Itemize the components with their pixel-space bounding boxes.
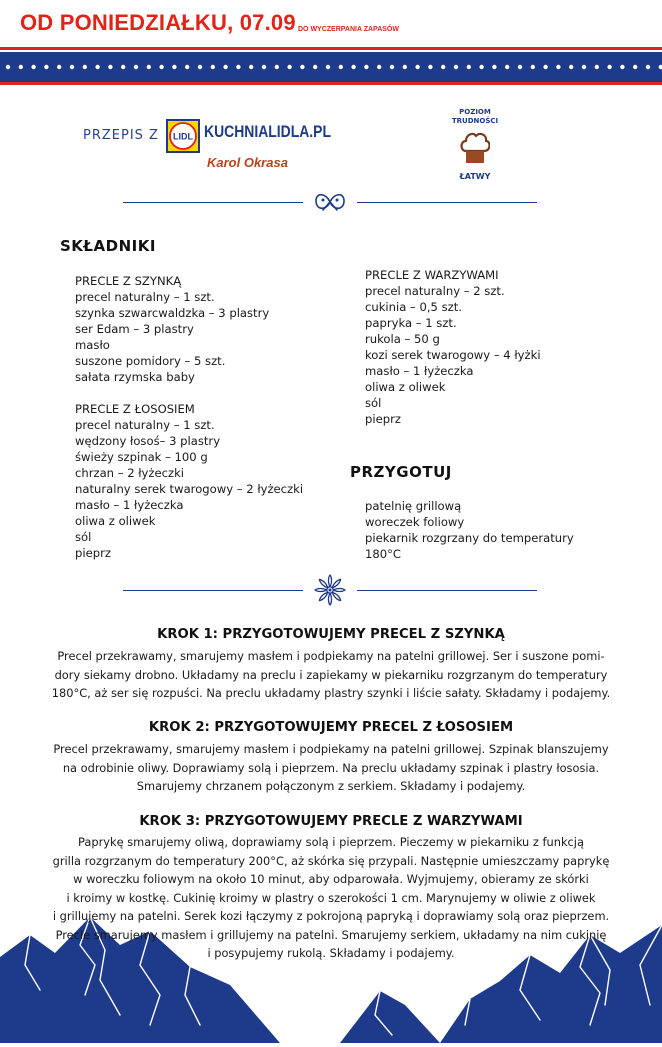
banner-dot (467, 65, 471, 69)
list-item: sól (365, 396, 382, 410)
edelweiss-petal (331, 578, 341, 588)
difficulty-value: ŁATWY (459, 172, 491, 181)
list-item: patelnię grillową (365, 499, 462, 513)
step-line: Precel przekrawamy, smarujemy masłem i podpiekamy na patelni grillowej. Ser i suszone pomi- (57, 649, 605, 663)
banner-dot (479, 65, 483, 69)
banner-dot (249, 65, 253, 69)
banner-dot (415, 65, 419, 69)
divider-line-left (123, 202, 303, 203)
list-item: szynka szwarcwaldzka – 3 plastry (75, 306, 270, 320)
banner-dot (492, 65, 496, 69)
edelweiss-petal (328, 593, 331, 605)
list-item: kozi serek twarogowy – 4 łyżki (365, 348, 541, 362)
banner-dot (390, 65, 394, 69)
list-item: masło – 1 łyżeczka (365, 364, 474, 378)
list-item: sól (75, 530, 92, 544)
list-item: chrzan – 2 łyżeczki (75, 466, 185, 480)
banner-dot (556, 65, 560, 69)
list-item: woreczek foliowy (365, 515, 465, 529)
banner-dot (262, 65, 266, 69)
banner-dot (646, 65, 650, 69)
lidl-logo (166, 119, 200, 157)
preparation-list (365, 498, 574, 562)
banner-dot (313, 65, 317, 69)
banner-dot (159, 65, 163, 69)
dotted-banner (0, 52, 662, 82)
list-item: papryka – 1 szt. (365, 316, 457, 330)
edelweiss-petal (331, 591, 341, 601)
banner-dot (31, 65, 35, 69)
difficulty-label-line2: TRUDNOŚCI (451, 117, 499, 125)
list-item: wędzony łosoś– 3 plastry (75, 434, 221, 448)
banner-dot (300, 65, 304, 69)
group-title-vegetables: PRECLE Z WARZYWAMI (365, 268, 499, 282)
banner-dot (95, 65, 99, 69)
page-title: OD PONIEDZIAŁKU, 07.09 (20, 10, 296, 35)
ingredients-left-column (75, 273, 303, 561)
banner-bottom-stripe (0, 82, 662, 85)
list-item: świeży szpinak – 100 g (75, 450, 208, 464)
step-line: Precle smarujemy masłem i grillujemy na patelni. Smarujemy serkiem, układamy na nim cukinię (55, 927, 607, 942)
step-line: i kroimy w kostkę. Cukinię kroimy w plastry o szerokości 1 cm. Marynujemy w oliwie z oliwek (66, 890, 596, 905)
banner-dot (377, 65, 381, 69)
step-line: Smarujemy chrzanem połączonym z serkiem. Składamy i podajemy. (136, 779, 526, 793)
step-1-title: KROK 1: PRZYGOTOWUJEMY PRECEL Z SZYNKĄ (157, 627, 505, 642)
banner-dot (364, 65, 368, 69)
edelweiss-petal (318, 578, 328, 588)
list-item: masło – 1 łyżeczka (75, 498, 184, 512)
dots-pattern (0, 52, 662, 82)
list-item: sałata rzymska baby (75, 370, 195, 384)
banner-dot (633, 65, 637, 69)
preparation-heading: PRZYGOTUJ (350, 463, 452, 481)
list-item: oliwa z oliwek (365, 380, 446, 394)
banner-dot (6, 65, 10, 69)
ingredients-heading: SKŁADNIKI (60, 237, 156, 255)
divider-line-right (357, 590, 537, 591)
banner-dot (121, 65, 125, 69)
banner-dot (185, 65, 189, 69)
banner-dot (287, 65, 291, 69)
banner-dot (134, 65, 138, 69)
banner-dot (275, 65, 279, 69)
step-line: i grillujemy na patelni. Serek kozi łączymy z pokrojoną papryką i doprawiamy solą oraz pieprzem. (52, 909, 610, 923)
banner-dot (147, 65, 151, 69)
banner-dot (351, 65, 355, 69)
chef-hat-icon (460, 131, 490, 171)
banner-dot (19, 65, 23, 69)
list-item: pieprz (75, 546, 111, 560)
list-item: precel naturalny – 2 szt. (365, 284, 505, 298)
list-item: masło (75, 338, 110, 352)
step-line: i posypujemy rukolą. Składamy i podajemy. (207, 946, 455, 960)
banner-dot (595, 65, 599, 69)
chef-name: Karol Okrasa (207, 155, 288, 170)
banner-dot (659, 65, 662, 69)
list-item: rukola – 50 g (365, 332, 440, 346)
availability-note: DO WYCZERPANIA ZAPASÓW (298, 26, 399, 33)
banner-dot (236, 65, 240, 69)
banner-dot (582, 65, 586, 69)
banner-dot (83, 65, 87, 69)
divider-line-left (123, 590, 303, 591)
list-item: ser Edam – 3 plastry (75, 322, 194, 336)
step-1-body (0, 647, 662, 703)
divider-line-right (357, 202, 537, 203)
list-item: 180°C (365, 547, 402, 561)
edelweiss-icon (313, 573, 347, 611)
banner-dot (531, 65, 535, 69)
banner-dot (505, 65, 509, 69)
list-item: precel naturalny – 1 szt. (75, 290, 215, 304)
banner-dot (428, 65, 432, 69)
step-line: w woreczku foliowym na około 10 minut, aby odparowała. Wyjmujemy, obieramy ze skórki (73, 872, 589, 886)
banner-dot (57, 65, 61, 69)
site-name: KUCHNIALIDLA.PL (204, 122, 332, 141)
banner-top-stripe (0, 47, 662, 50)
edelweiss-petal (315, 588, 327, 591)
step-3-body (0, 833, 662, 963)
list-item: piekarnik rozgrzany do temperatury (365, 531, 574, 545)
banner-dot (454, 65, 458, 69)
difficulty-label-line1: POZIOM (459, 108, 491, 116)
difficulty-label (440, 108, 510, 126)
banner-dot (108, 65, 112, 69)
step-line: dory siekamy drobno. Układamy na preclu i zapiekamy w piekarniku rozgrzanym do temperatury (54, 667, 608, 682)
group-title-salmon: PRECLE Z ŁOSOSIEM (75, 402, 195, 416)
banner-dot (620, 65, 624, 69)
list-item: precel naturalny – 1 szt. (75, 418, 215, 432)
banner-dot (223, 65, 227, 69)
step-line: 180°C, aż ser się rozpuści. Na preclu układamy plastry szynki i liście sałaty. Składamy i podajemy. (51, 686, 611, 700)
banner-dot (441, 65, 445, 69)
banner-dot (326, 65, 330, 69)
banner-dot (211, 65, 215, 69)
step-line: Paprykę smarujemy oliwą, doprawiamy solą i pieprzem. Pieczemy w piekarniku z funkcją (78, 835, 584, 849)
ingredients-right-column (365, 267, 541, 427)
banner-dot (70, 65, 74, 69)
banner-dot (403, 65, 407, 69)
edelweiss-petal (318, 591, 328, 601)
step-2-body (0, 740, 662, 796)
banner-dot (339, 65, 343, 69)
edelweiss-petal (328, 575, 331, 587)
list-item: naturalny serek twarogowy – 2 łyżeczki (75, 482, 304, 496)
list-item: suszone pomidory – 5 szt. (75, 354, 226, 368)
banner-dot (172, 65, 176, 69)
recipe-source-prefix: PRZEPIS Z (83, 128, 159, 143)
list-item: pieprz (365, 412, 401, 426)
step-line: Precel przekrawamy, smarujemy masłem i podpiekamy na patelni grillowej. Szpinak blanszujemy (53, 742, 609, 756)
banner-dot (569, 65, 573, 69)
step-2-title: KROK 2: PRZYGOTOWUJEMY PRECEL Z ŁOSOSIEM (148, 720, 514, 735)
lidl-logo-text: LIDL (173, 131, 193, 142)
banner-dot (198, 65, 202, 69)
banner-dot (518, 65, 522, 69)
list-item: cukinia – 0,5 szt. (365, 300, 462, 314)
list-item: oliwa z oliwek (75, 514, 156, 528)
banner-dot (543, 65, 547, 69)
step-line: grilla rozgrzanym do temperatury 200°C, aż skórka się przypali. Następnie umieszczamy paprykę (52, 853, 610, 868)
step-3-title: KROK 3: PRZYGOTOWUJEMY PRECLE Z WARZYWAMI (139, 814, 523, 829)
banner-dot (607, 65, 611, 69)
pretzel-icon (314, 189, 346, 219)
step-line: na odrobinie oliwy. Doprawiamy solą i pieprzem. Na preclu układamy szpinak i plastry łososia. (62, 760, 600, 775)
edelweiss-petal (333, 588, 345, 591)
banner-dot (44, 65, 48, 69)
group-title-ham: PRECLE Z SZYNKĄ (75, 274, 182, 288)
